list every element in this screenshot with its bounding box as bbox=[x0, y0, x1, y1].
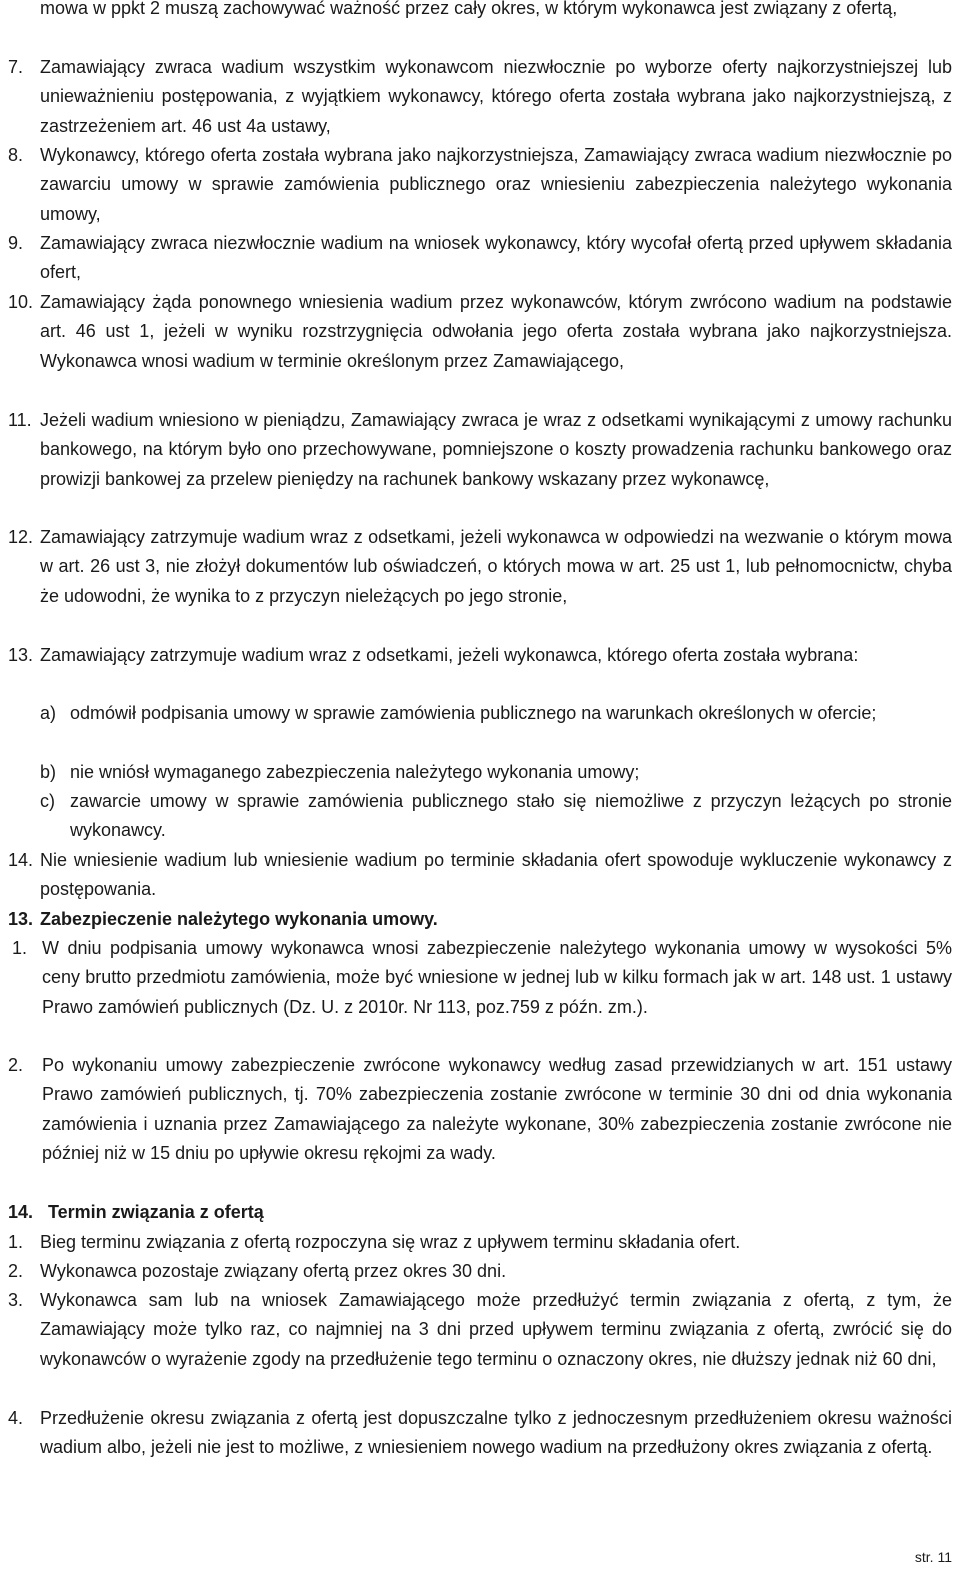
list-item-number: 12. bbox=[8, 527, 34, 547]
section-number: 13. bbox=[8, 909, 34, 929]
sub-list-item-text: odmówił podpisania umowy w sprawie zamówienia publicznego na warunkach określonych w ofercie; bbox=[70, 703, 877, 723]
sub-list-item-letter: c) bbox=[40, 791, 55, 811]
section-title: Termin związania z ofertą bbox=[48, 1202, 264, 1222]
sub-list-item-letter: a) bbox=[40, 703, 57, 723]
list-item-text: Po wykonaniu umowy zabezpieczenie zwrócone wykonawcy według zasad przewidzianych w art. 151 ustawy Prawo zamówień publicznych, tj. 70% zabezpieczenia zostanie zwrócone w terminie 30 dni od dnia wykonania zamówienia i uznania przez Zamawiającego za należyte wykonane, 30% zabezpieczenia zostanie zwrócone nie później niż w 15 dniu po upływie okresu rękojmi za wady. bbox=[42, 1055, 952, 1164]
list-item-number: 1. bbox=[8, 1232, 24, 1252]
list-item-number: 13. bbox=[8, 645, 34, 665]
list-item-text: Zamawiający żąda ponownego wniesienia wadium przez wykonawców, którym zwrócono wadium na podstawie art. 46 ust 1, jeżeli w wyniku rozstrzygnięcia odwołania jego oferta została wybrana jako najkorzystniejsza. Wykonawca wnosi wadium w terminie określonym przez Zamawiającego, bbox=[40, 292, 952, 371]
list-item-text: Zamawiający zatrzymuje wadium wraz z odsetkami, jeżeli wykonawca, którego oferta została wybrana: bbox=[40, 645, 859, 665]
list-item-text: Przedłużenie okresu związania z ofertą jest dopuszczalne tylko z jednoczesnym przedłużeniem okresu ważności wadium albo, jeżeli nie jest to możliwe, z wniesieniem nowego wadium na przedłużony okres związania z ofertą. bbox=[40, 1408, 952, 1458]
list-item-text: Bieg terminu związania z ofertą rozpoczyna się wraz z upływem terminu składania ofert. bbox=[40, 1232, 741, 1252]
sub-list-item-letter: b) bbox=[40, 762, 57, 782]
page-number: str. 11 bbox=[914, 1549, 952, 1565]
list-item-text: Zamawiający zatrzymuje wadium wraz z odsetkami, jeżeli wykonawca w odpowiedzi na wezwanie o którym mowa w art. 26 ust 3, nie złożył dokumentów lub oświadczeń, o których mowa w art. 25 ust 1, lub pełnomocnictw, chyba że udowodni, że wynika to z przyczyn nieleżących po jego stronie, bbox=[40, 527, 952, 606]
list-item-text: Jeżeli wadium wniesiono w pieniądzu, Zamawiający zwraca je wraz z odsetkami wynikającymi z umowy rachunku bankowego, na którym było ono przechowywane, pomniejszone o koszty prowadzenia rachunku bankowego oraz prowizji bankowej za przelew pieniędzy na rachunek bankowy wskazany przez wykonawcę, bbox=[40, 410, 952, 489]
list-item-text: Nie wniesienie wadium lub wniesienie wadium po terminie składania ofert spowoduje wykluczenie wykonawcy z postępowania. bbox=[40, 850, 952, 900]
list-item-number: 1. bbox=[12, 938, 28, 958]
sub-list-item-text: nie wniósł wymaganego zabezpieczenia należytego wykonania umowy; bbox=[70, 762, 640, 782]
list-item-text: Wykonawca pozostaje związany ofertą przez okres 30 dni. bbox=[40, 1261, 507, 1281]
section-title: Zabezpieczenie należytego wykonania umowy. bbox=[40, 909, 438, 929]
list-item-text: Wykonawcy, którego oferta została wybrana jako najkorzystniejsza, Zamawiający zwraca wadium niezwłocznie po zawarciu umowy w sprawie zamówienia publicznego oraz wniesieniu zabezpieczenia należytego wykonania umowy, bbox=[40, 145, 952, 224]
list-item-number: 9. bbox=[8, 233, 24, 253]
list-item-number: 11. bbox=[8, 410, 32, 430]
list-item-number: 7. bbox=[8, 57, 24, 77]
list-item-text: Zamawiający zwraca niezwłocznie wadium na wniosek wykonawcy, który wycofał ofertą przed upływem składania ofert, bbox=[40, 233, 952, 283]
list-item-text: W dniu podpisania umowy wykonawca wnosi zabezpieczenie należytego wykonania umowy w wysokości 5% ceny brutto przedmiotu zamówienia, może być wniesione w jednej lub w kilku formach jak w art. 148 ust. 1 ustawy Prawo zamówień publicznych (Dz. U. z 2010r. Nr 113, poz.759 z późn. zm.). bbox=[42, 938, 952, 1017]
list-item-number: 2. bbox=[8, 1055, 24, 1075]
sub-list-item-text: zawarcie umowy w sprawie zamówienia publicznego stało się niemożliwe z przyczyn leżących po stronie wykonawcy. bbox=[70, 791, 952, 841]
list-item-text: mowa w ppkt 2 muszą zachowywać ważność przez cały okres, w którym wykonawca jest związany z ofertą, bbox=[40, 0, 898, 18]
list-item-number: 4. bbox=[8, 1408, 24, 1428]
list-item-number: 8. bbox=[8, 145, 24, 165]
list-item-number: 14. bbox=[8, 850, 34, 870]
section-number: 14. bbox=[8, 1202, 34, 1222]
list-item-text: Wykonawca sam lub na wniosek Zamawiającego może przedłużyć termin związania z ofertą, z tym, że Zamawiający może tylko raz, co najmniej na 3 dni przed upływem terminu związania z ofertą, zwrócić się do wykonawców o wyrażenie zgody na przedłużenie tego terminu o oznaczony okres, nie dłuższy jednak niż 60 dni, bbox=[40, 1290, 952, 1369]
list-item-text: Zamawiający zwraca wadium wszystkim wykonawcom niezwłocznie po wyborze oferty najkorzystniejszej lub unieważnieniu postępowania, z wyjątkiem wykonawcy, którego oferta została wybrana jako najkorzystniejszą, z zastrzeżeniem art. 46 ust 4a ustawy, bbox=[40, 57, 952, 136]
list-item-number: 2. bbox=[8, 1261, 24, 1281]
list-item-number: 10. bbox=[8, 292, 34, 312]
list-item-number: 3. bbox=[8, 1290, 24, 1310]
